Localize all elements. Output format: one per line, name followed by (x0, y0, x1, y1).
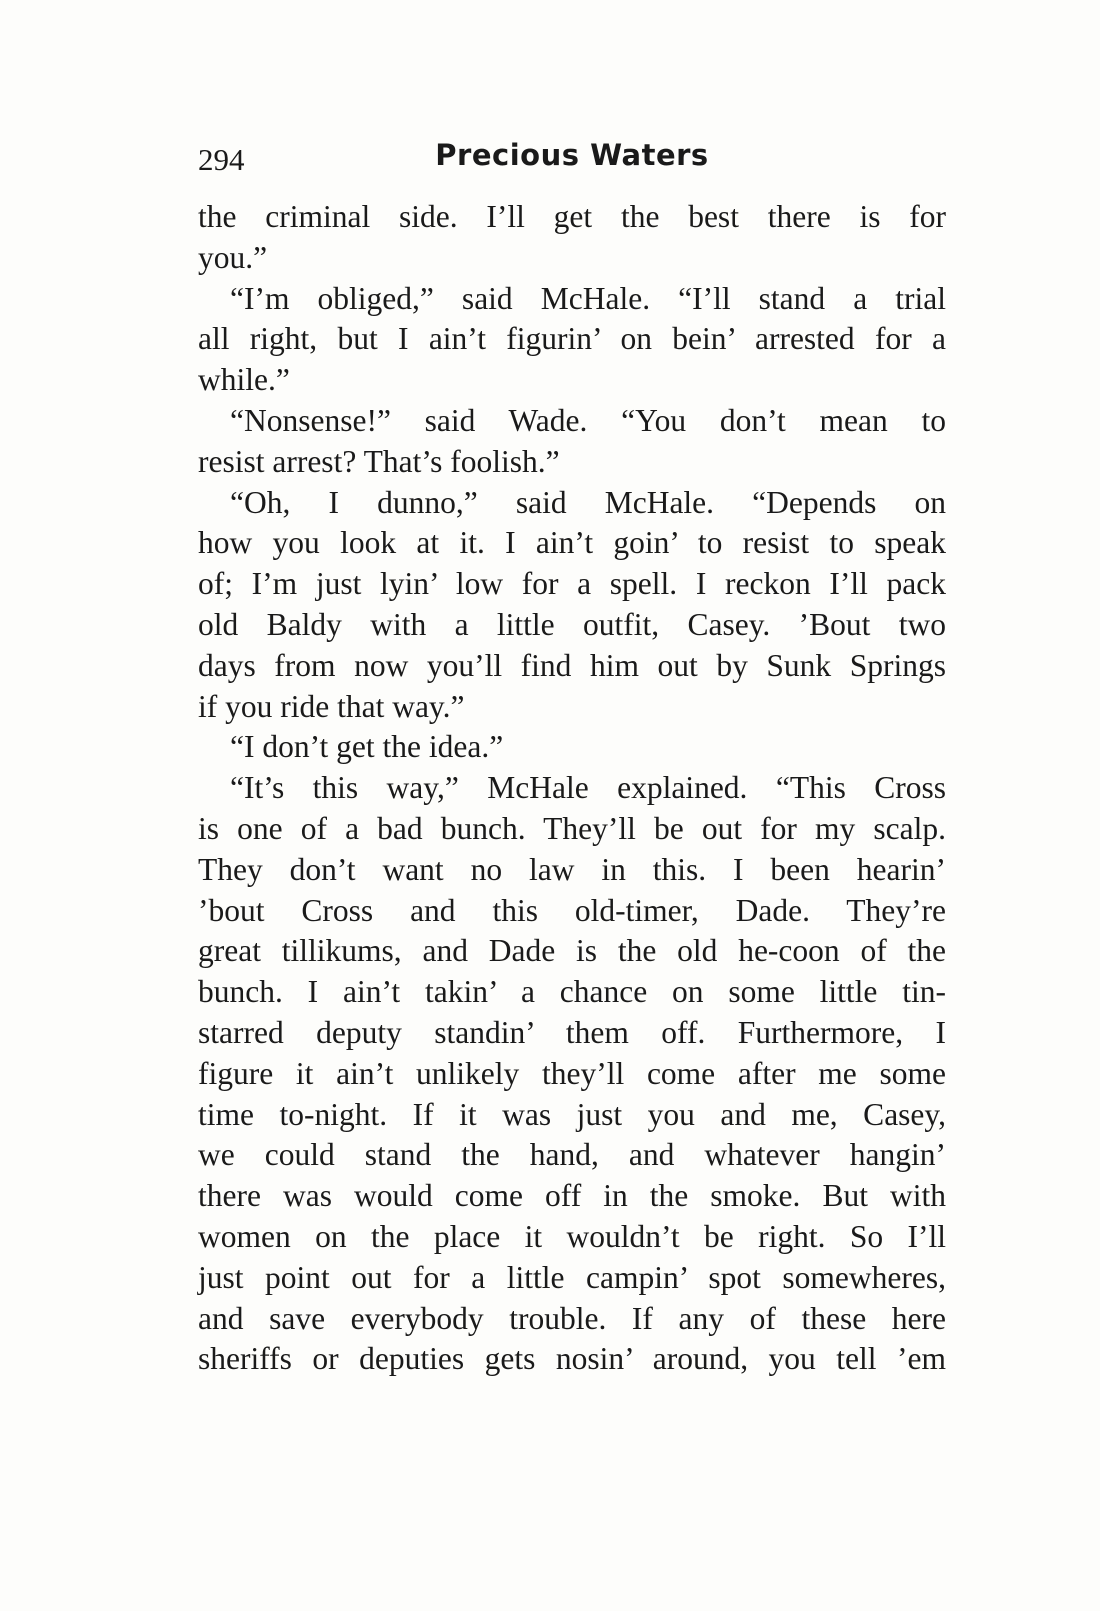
text-line: sheriffs or deputies gets nosin’ around, you tell ’em (198, 1341, 946, 1377)
text-line: we could stand the hand, and whatever hangin’ (198, 1137, 946, 1173)
text-line: of; I’m just lyin’ low for a spell. I reckon I’ll pack (198, 566, 946, 602)
running-head (198, 138, 946, 182)
text-line: and save everybody trouble. If any of these here (198, 1300, 946, 1336)
text-line: time to-night. If it was just you and me, Casey, (198, 1096, 946, 1132)
text-line: while.” (198, 362, 290, 398)
text-line: “I don’t get the idea.” (230, 729, 504, 765)
text-line: “I’m obliged,” said McHale. “I’ll stand a trial (230, 280, 946, 316)
text-line: “Oh, I dunno,” said McHale. “Depends on (230, 484, 946, 520)
text-line: bunch. I ain’t takin’ a chance on some little tin- (198, 974, 946, 1010)
text-line: starred deputy standin’ them off. Furthermore, I (198, 1014, 946, 1050)
text-line: the criminal side. I’ll get the best there is for (198, 199, 946, 234)
text-line: is one of a bad bunch. They’ll be out for my scalp. (198, 810, 946, 846)
text-line: just point out for a little campin’ spot somewheres, (198, 1259, 946, 1295)
text-line: resist arrest? That’s foolish.” (198, 443, 560, 479)
text-line: you.” (198, 239, 268, 275)
text-line: “It’s this way,” McHale explained. “This Cross (230, 770, 946, 806)
text-line: great tillikums, and Dade is the old he-coon of the (198, 933, 946, 969)
body-text (198, 197, 946, 1380)
text-line: how you look at it. I ain’t goin’ to resist to speak (198, 525, 946, 561)
text-line: days from now you’ll find him out by Sunk Springs (198, 647, 946, 683)
text-line: “Nonsense!” said Wade. “You don’t mean to (230, 402, 946, 438)
text-line: ’bout Cross and this old-timer, Dade. They’re (198, 892, 946, 928)
text-line: there was would come off in the smoke. But with (198, 1178, 946, 1214)
text-line: all right, but I ain’t figurin’ on bein’ arrested for a (198, 321, 946, 357)
page-number: 294 (198, 142, 245, 177)
text-line: figure it ain’t unlikely they’ll come after me some (198, 1055, 946, 1091)
book-title: Precious Waters (435, 138, 709, 172)
text-line: women on the place it wouldn’t be right. So I’ll (198, 1218, 946, 1254)
text-line: old Baldy with a little outfit, Casey. ’Bout two (198, 606, 946, 642)
text-line: They don’t want no law in this. I been hearin’ (198, 851, 946, 887)
text-line: if you ride that way.” (198, 688, 465, 724)
